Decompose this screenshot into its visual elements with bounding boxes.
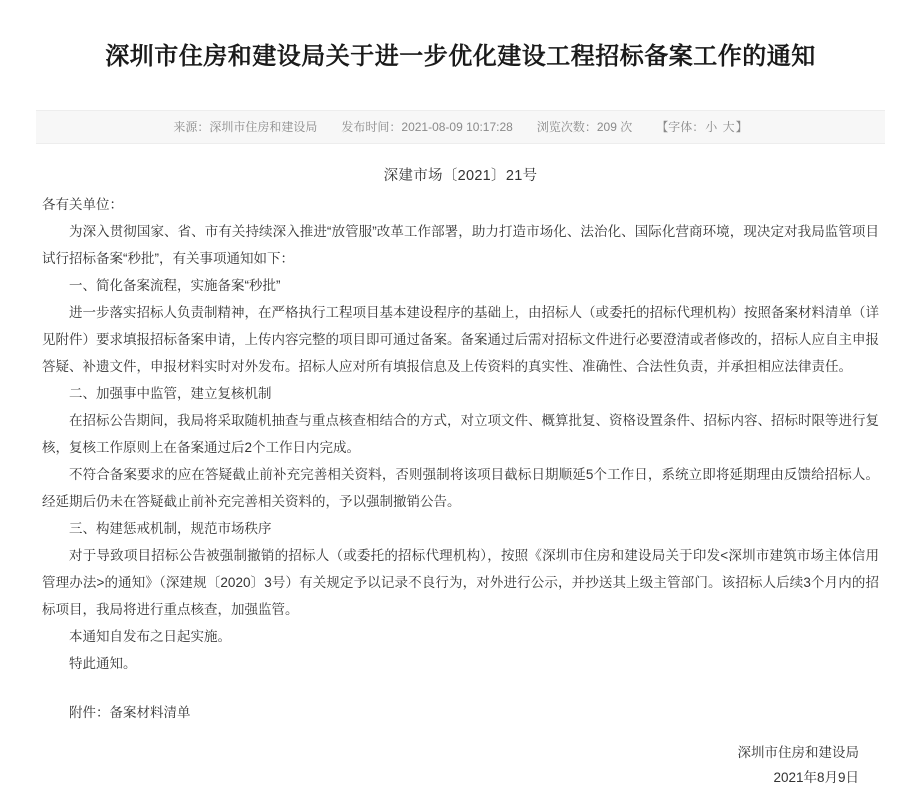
document-page [0, 16, 921, 786]
paragraph-section-1-body: 进一步落实招标人负责制精神，在严格执行工程项目基本建设程序的基础上，由招标人（或委托的招标代理机构）按照备案材料清单（详见附件）要求填报招标备案申请，上传内容完整的项目即可通过备案。备案通过后需对招标文件进行必要澄清或者修改的，招标人应自主申报答疑、补遗文件，申报材料实时对外发布。招标人应对所有填报信息及上传资料的真实性、准确性、合法性负责，并承担相应法律责任。 [42, 304, 879, 374]
paragraph-salutation: 各有关单位： [42, 196, 123, 212]
meta-source-value: 深圳市住房和建设局 [209, 120, 318, 135]
document-number: 深建市场〔2021〕21号 [383, 167, 538, 184]
meta-source [161, 118, 329, 135]
meta-views-value: 209 [596, 120, 617, 135]
meta-source-label: 来源： [173, 120, 210, 135]
signature-block [32, 740, 889, 791]
font-size-prefix: 【字体： [656, 120, 705, 135]
meta-publish-time [329, 118, 524, 135]
article-meta-bar [36, 110, 885, 144]
meta-views-label: 浏览次数： [536, 120, 597, 135]
paragraph-section-3-heading: 三、构建惩戒机制，规范市场秩序 [69, 520, 272, 536]
font-size-switcher [644, 118, 759, 135]
paragraph-section-2-body-1: 在招标公告期间，我局将采取随机抽查与重点核查相结合的方式，对立项文件、概算批复、资格设置条件、招标内容、招标时限等进行复核，复核工作原则上在备案通过后2个工作日内完成。 [42, 412, 879, 455]
meta-publish-label: 发布时间： [341, 120, 402, 135]
meta-views-unit: 次 [620, 120, 633, 135]
page-title: 深圳市住房和建设局关于进一步优化建设工程招标备案工作的通知 [105, 43, 816, 71]
font-size-large-button[interactable]: 大 [722, 120, 735, 135]
paragraph-intro: 为深入贯彻国家、省、市有关持续深入推进“放管服”改革工作部署，助力打造市场化、法治化、国际化营商环境，现决定对我局监管项目试行招标备案“秒批”，有关事项通知如下： [42, 223, 879, 266]
paragraph-section-2-body-2: 不符合备案要求的应在答疑截止前补充完善相关资料，否则强制将该项目截标日期顺延5个工作日，系统立即将延期理由反馈给招标人。经延期后仍未在答疑截止前补充完善相关资料的，予以强制撤销公告。 [42, 466, 879, 509]
font-size-suffix: 】 [735, 120, 748, 135]
paragraph-section-1-heading: 一、简化备案流程，实施备案“秒批” [69, 277, 281, 293]
meta-views [525, 118, 644, 135]
signature-date: 2021年8月9日 [773, 770, 859, 786]
paragraph-section-2-heading: 二、加强事中监管，建立复核机制 [69, 385, 272, 401]
spacer-before-attachment [42, 677, 879, 699]
paragraph-effective-date: 本通知自发布之日起实施。 [69, 628, 231, 644]
font-size-small-button[interactable]: 小 [705, 120, 718, 135]
meta-publish-value: 2021-08-09 10:17:28 [401, 120, 513, 135]
signature-organization: 深圳市住房和建设局 [737, 744, 859, 760]
attachment-line: 附件：备案材料清单 [69, 704, 191, 720]
document-body [32, 191, 889, 726]
paragraph-closing: 特此通知。 [69, 655, 137, 671]
paragraph-section-3-body: 对于导致项目招标公告被强制撤销的招标人（或委托的招标代理机构），按照《深圳市住房和建设局关于印发<深圳市建筑市场主体信用管理办法>的通知》（深建规〔2020〕3号）有关规定予以记录不良行为，对外进行公示，并抄送其上级主管部门。该招标人后续3个月内的招标项目，我局将进行重点核查，加强监管。 [42, 547, 879, 617]
